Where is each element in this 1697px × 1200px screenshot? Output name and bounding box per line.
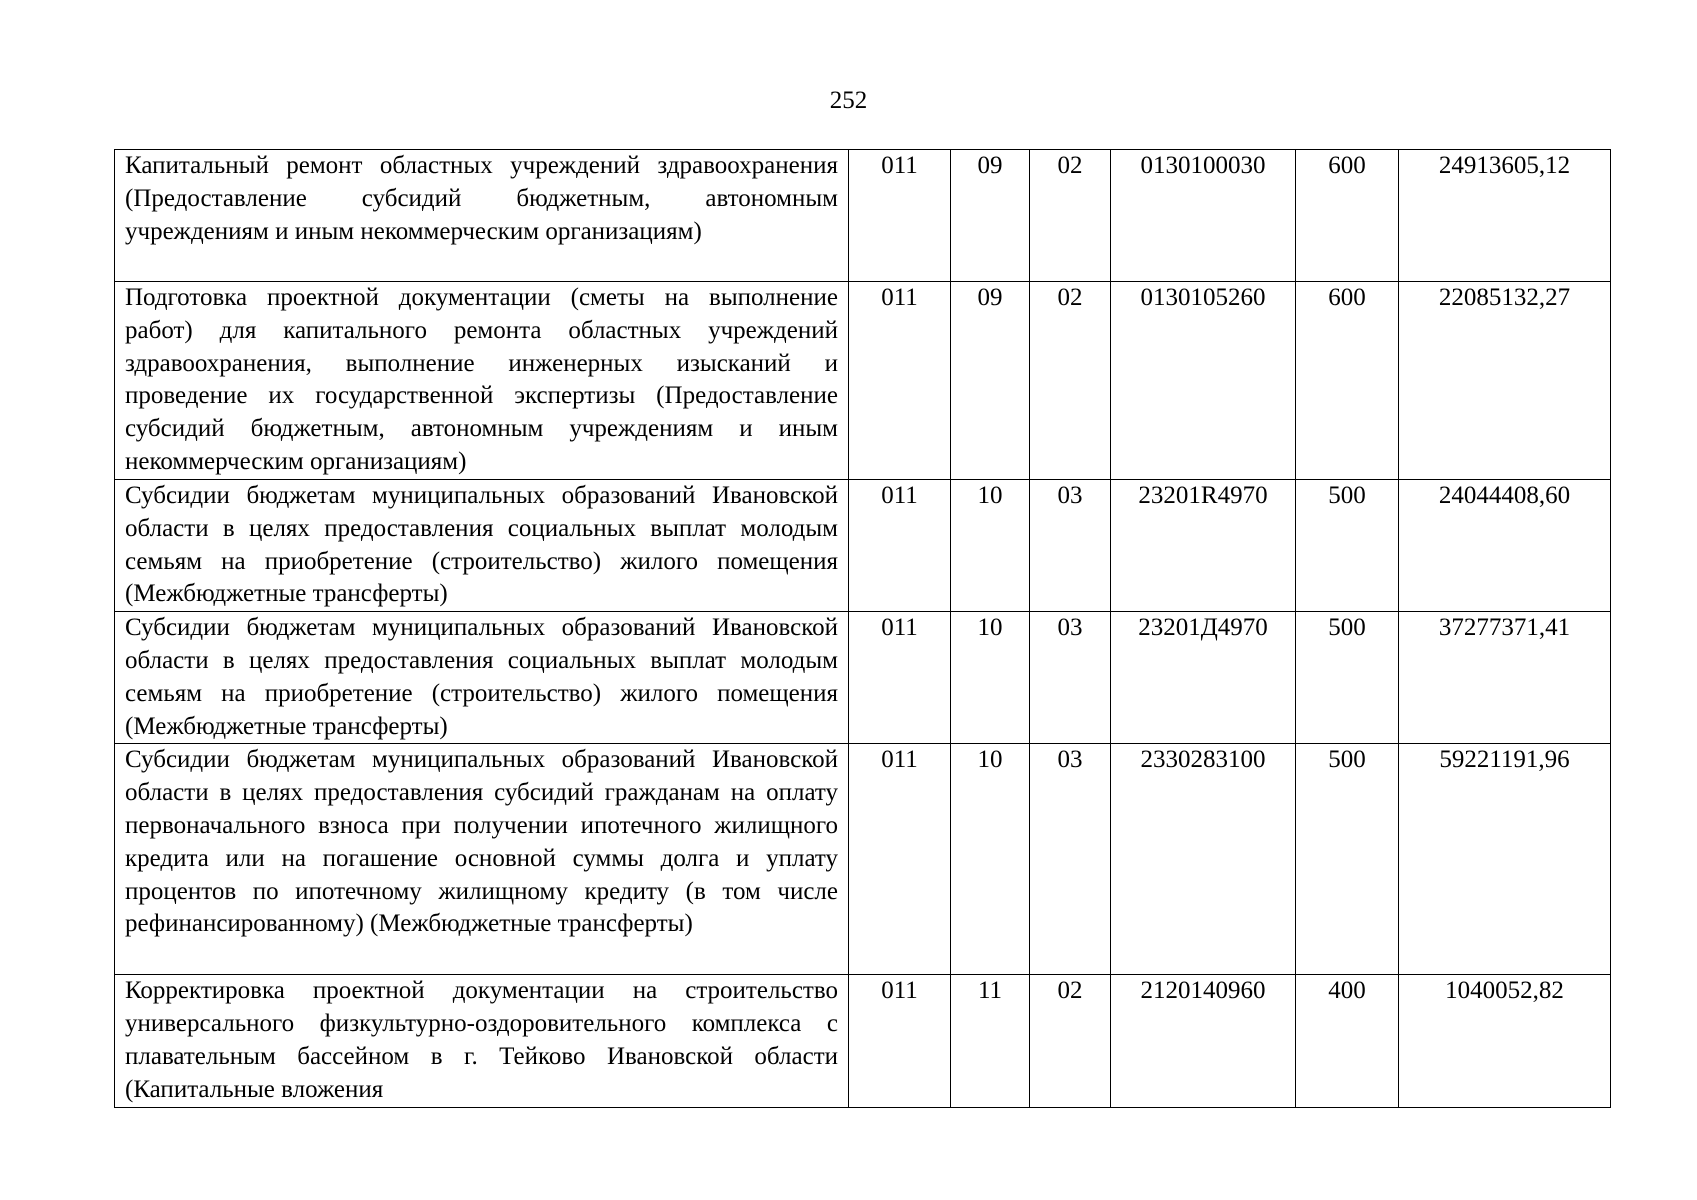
table-row (115, 282, 1611, 480)
row-code: 011 (849, 744, 951, 975)
row-expense-type: 400 (1296, 975, 1399, 1107)
row-code: 011 (849, 975, 951, 1107)
row-subsection: 02 (1030, 150, 1111, 282)
row-amount: 1040052,82 (1399, 975, 1611, 1107)
row-target-code: 2120140960 (1111, 975, 1296, 1107)
row-description: Подготовка проектной документации (сметы на выполнение работ) для капитального ремонта областных учреждений здравоохранения, выполнение инженерных изысканий и проведение их государственной экспертизы (Предоставление субсидий бюджетным, автономным учреждениям и иным некоммерческим организациям) (115, 282, 849, 480)
row-target-code: 0130105260 (1111, 282, 1296, 480)
table-row (115, 975, 1611, 1107)
row-amount: 37277371,41 (1399, 612, 1611, 744)
row-subsection: 03 (1030, 612, 1111, 744)
row-description: Субсидии бюджетам муниципальных образований Ивановской области в целях предоставления субсидий гражданам на оплату первоначального взноса при получении ипотечного жилищного кредита или на погашение основной суммы долга и уплату процентов по ипотечному жилищному кредиту (в том числе рефинансированному) (Межбюджетные трансферты) (115, 744, 849, 975)
table-row (115, 612, 1611, 744)
budget-table (114, 149, 1611, 1108)
row-description: Корректировка проектной документации на строительство универсального физкультурно-оздоровительного комплекса с плавательным бассейном в г. Тейково Ивановской области (Капитальные вложения (115, 975, 849, 1107)
row-subsection: 03 (1030, 480, 1111, 612)
row-target-code: 0130100030 (1111, 150, 1296, 282)
row-section: 10 (951, 480, 1030, 612)
page-number: 252 (829, 87, 868, 114)
row-section: 11 (951, 975, 1030, 1107)
row-expense-type: 500 (1296, 480, 1399, 612)
row-section: 09 (951, 282, 1030, 480)
row-amount: 59221191,96 (1399, 744, 1611, 975)
row-amount: 22085132,27 (1399, 282, 1611, 480)
row-target-code: 23201R4970 (1111, 480, 1296, 612)
row-description: Капитальный ремонт областных учреждений здравоохранения (Предоставление субсидий бюджетным, автономным учреждениям и иным некоммерческим организациям) (115, 150, 849, 282)
row-target-code: 23201Д4970 (1111, 612, 1296, 744)
row-description: Субсидии бюджетам муниципальных образований Ивановской области в целях предоставления социальных выплат молодым семьям на приобретение (строительство) жилого помещения (Межбюджетные трансферты) (115, 612, 849, 744)
row-subsection: 02 (1030, 282, 1111, 480)
row-amount: 24913605,12 (1399, 150, 1611, 282)
table-row (115, 744, 1611, 975)
row-target-code: 2330283100 (1111, 744, 1296, 975)
row-section: 09 (951, 150, 1030, 282)
row-description: Субсидии бюджетам муниципальных образований Ивановской области в целях предоставления социальных выплат молодым семьям на приобретение (строительство) жилого помещения (Межбюджетные трансферты) (115, 480, 849, 612)
row-code: 011 (849, 612, 951, 744)
row-expense-type: 600 (1296, 282, 1399, 480)
row-amount: 24044408,60 (1399, 480, 1611, 612)
row-section: 10 (951, 744, 1030, 975)
row-code: 011 (849, 480, 951, 612)
row-expense-type: 600 (1296, 150, 1399, 282)
row-expense-type: 500 (1296, 744, 1399, 975)
row-code: 011 (849, 150, 951, 282)
table-row (115, 480, 1611, 612)
row-expense-type: 500 (1296, 612, 1399, 744)
row-code: 011 (849, 282, 951, 480)
row-subsection: 02 (1030, 975, 1111, 1107)
table-row (115, 150, 1611, 282)
row-subsection: 03 (1030, 744, 1111, 975)
row-section: 10 (951, 612, 1030, 744)
